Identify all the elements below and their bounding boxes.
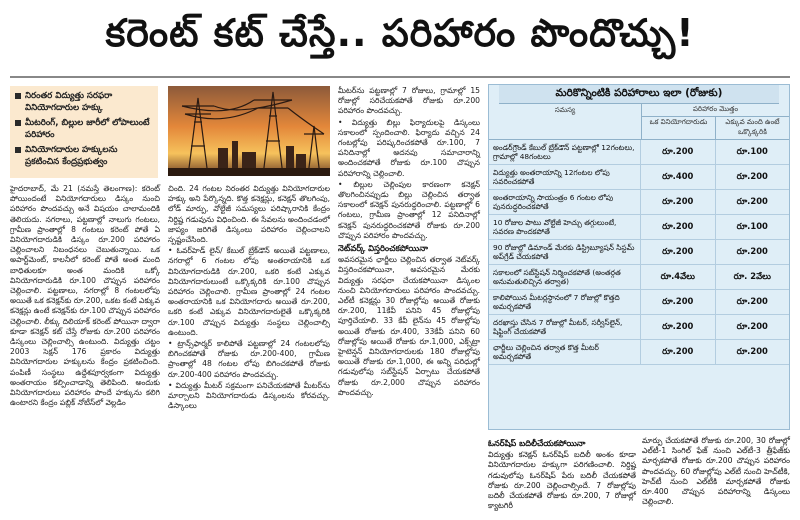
- article-paragraph: • ట్రాన్స్‌ఫార్మర్ కాలిపోతే పట్టణాల్లో 24 గంటలలోపు బిగించకపోతే రోజుకు రూ.200-400, గ్రామీణ ప్రాంతాల్లో 48 గంటల లోపు బిగించకపోతే రోజుకు రూ.200-400 పరిహారం పొందవచ్చు.: [168, 339, 330, 379]
- cell-issue: దరఖాస్తు చేసిన 7 రోజుల్లో మీటర్, సర్వీస్‌లైన్, షిఫ్టింగ్ చేయకపోతే: [489, 315, 641, 339]
- article-paragraph: • ఓవర్‌హెడ్ లైన్/ కేబుల్ బ్రేక్‌డౌన్ అయితే పట్టణాలు, నగరాల్లో 6 గంటల లోపు అంతరాయానికి ఒక వినియోగదారుడికి రూ.200, ఒకరి కంటే ఎక్కువ వినియోగదారులుంటే ఒక్కొక్కరికి రూ.100 చొప్పున పరిహారం చెల్లించాలి. గ్రామీణ ప్రాంతాల్లో 24 గంటల అంతరాయానికి ఒక వినియోగదారు అయితే రూ.200, ఒకరి కంటే ఎక్కువ వినియోగదారులైతే ఒక్కొక్కరికి రూ.100 చొప్పున విద్యుత్తు సంస్థలు చెల్లించాల్సి ఉంటుంది.: [168, 246, 330, 337]
- cell-issue: విద్యుత్తు అంతరాయాన్ని 12గంటల లోపు సవరించకపోతే: [489, 165, 641, 189]
- cell-single: రూ.200: [641, 140, 716, 164]
- headline: కరెంట్ కట్ చేస్తే.. పరిహారం పొందొచ్చు!: [105, 11, 695, 55]
- cell-multi: రూ.100: [736, 220, 768, 231]
- cell-multi: రూ.200: [736, 245, 768, 256]
- cell-single: రూ.200: [641, 190, 716, 214]
- table-row: [489, 215, 789, 240]
- cell-issue: కాలిపోయిన మీటర్లస్థానంలో 7 రోజుల్లో కొత్తది అమర్చకపోతే: [489, 290, 641, 314]
- article-paragraph: • విద్యుత్తు మీటర్ సక్రమంగా పనిచేయకపోతే మీటర్‌ను మార్చాలని వినియోగదారుడు డిస్కంలను కోరవచ్చు. డిస్కాంలు: [168, 380, 330, 411]
- cell-single: రూ.200: [641, 290, 716, 314]
- cell-issue: 90 రోజుల్లో డిమాండ్ మేరకు డిస్ట్రిబ్యూషన్ సిస్టమ్ అప్‌గ్రేడ్ చేయకపోతే: [489, 240, 641, 264]
- highlights-box: [10, 86, 158, 178]
- cell-multi: రూ. 2వేలు: [733, 270, 771, 281]
- table-row: [489, 190, 789, 215]
- article-paragraph: • విద్యుత్తు బిల్లు ఫిర్యాదులపై డిస్కంలు సకాలంలో స్పందించాలి. ఫిర్యాదు వచ్చిన 24 గంటల్లోపు పరిష్కరించకపోతే రూ.100, 7 పనిదినాల్లో అదనపు సమాచారాన్ని అందించకపోతే రోజుకు రూ.100 చొప్పున పరిహారాన్ని చెల్లించాలి.: [338, 117, 480, 178]
- cell-issue: అండర్‌గ్రౌండ్ కేబుల్ బ్రేక్‌డౌన్ పట్టణాల్లో 12గంటలు, గ్రామాల్లో 48గంటలు: [489, 140, 641, 164]
- table-header: [489, 104, 789, 140]
- header-single: ఒక వినియోగదారుడు: [642, 117, 716, 139]
- table-row: [489, 165, 789, 190]
- cell-issue: 10 రోజుల పాటు వోల్టేజీ హెచ్చు తగ్గులుంటే, సవరణ పొందకపోతే: [489, 215, 641, 239]
- header-compensation-group: [642, 104, 789, 139]
- header-multi: ఎక్కువ మంది ఉంటే ఒక్కొక్కరికి: [725, 118, 780, 136]
- cell-issue: అంతరాయాన్ని సాయంత్రం 6 గంటల లోపు పునరుద్ధరించకపోతే: [489, 190, 641, 214]
- power-substation-photo: [168, 86, 330, 176]
- square-bullet-icon: [15, 120, 21, 126]
- table-row: [489, 290, 789, 315]
- table-row: [489, 340, 789, 365]
- cell-multi: రూ.200: [736, 170, 768, 181]
- compensation-table: [488, 84, 790, 430]
- cell-issue: ఛార్జీలు చెల్లించిన తర్వాత కొత్త మీటర్ అమర్చకపోతే: [489, 340, 641, 364]
- article-column-1: [10, 184, 160, 409]
- highlight-item: మీటరింగ్, బిల్లుల జారీలో లోపాలుంటే పరిహారం: [15, 117, 153, 141]
- table-row: [489, 240, 789, 265]
- cell-multi: రూ.200: [736, 345, 768, 356]
- cell-single: రూ.400: [641, 165, 716, 189]
- table-row: [489, 140, 789, 165]
- cell-multi: రూ.200: [736, 320, 768, 331]
- cell-single: రూ.200: [641, 215, 716, 239]
- cell-multi: రూ.200: [736, 295, 768, 306]
- article-paragraph: విద్యుత్తు కనెక్షన్ ఓనర్‌షిప్ బదిలీ అంశం కూడా వినియోగదారుల హక్కుగా పరిగణించాలి. నిర్దిష్ట గడువులోపు ఓనర్‌షిప్ పేరు బదిలీ చేయకపోతే రోజుకు రూ.200 చెల్లించాల్సిందే. 7 రోజుల్లోపు బదిలీ చేయకపోతే రోజుకు రూ.200, 7 రోజుల్లో క్యాటగిరీ: [488, 450, 636, 511]
- square-bullet-icon: [15, 93, 21, 99]
- header-compensation: పరిహారం మొత్తం: [642, 104, 789, 117]
- article-paragraph: అవసరమైన ఛార్జీలు చెల్లించిన తర్వాత నెట్‌వర్క్ విస్తరించకపోయినా, అవసరమైన మేరకు విద్యుత్తు సరఫరా చేయకపోయినా డిస్కంల నుంచి వినియోగదారులు పరిహారం పొందవచ్చు. ఎల్‌టీ కనెక్షన్లు 30 రోజుల్లోపు అయితే రోజుకు రూ.200, 11కేవీ పనిని 45 రోజుల్లోపు పూర్తిచేయాలి. 33 కేవీ లైన్‌ను 45 రోజుల్లోపు అయితే రోజుకు రూ.400, 33కేవీ పనిని 60 రోజుల్లోపు అయితే రోజుకు రూ.1,000, ఎక్స్‌ట్రా హైటెన్షన్ వినియోగదారులకు 180 రోజుల్లోపు అయితే రోజుకు రూ.1,000, ఈ అన్ని పరిధుల్లో గడువులోపు సబ్‌స్టేషన్ ఏర్పాటు చేయకపోతే రోజుకు రూ.2,000 చొప్పున పరిహారం పొందవచ్చు.: [338, 255, 480, 397]
- cell-single: రూ.4వేలు: [641, 265, 716, 289]
- cell-multi: రూ.200: [736, 195, 768, 206]
- headline-divider: [10, 76, 790, 78]
- article-paragraph: హైదరాబాద్, మే 21 (నమస్తే తెలంగాణ): కరెంట్ పోయిందంటే వినియోగదారులు డిస్కం నుంచి పరిహారం పొందవచ్చు అనే విషయం చాలామందికి తెలియదు. నగరాలు, పట్టణాల్లో నాలుగు గంటలు, గ్రామీణ ప్రాంతాల్లో 8 గంటలు కరెంట్ పోతే ఏ వినియోగదారుడికి డిస్కం రూ.200 పరిహారం చెల్లించాలని నిబంధనలు చెబుతున్నాయి. ఒక అపార్ట్‌మెంట్, కాలనీలో కరెంట్ పోతే అంత మంది బాధితులకూ అంత మందికి ఒక్కో వినియోగదారుడికి రూ.100 చొప్పున పరిహారం చెల్లించాలి. పట్టణాలు, నగరాల్లో 8 గంటలలోపు అయితే ఒక కనెక్షన్‌కు రూ.200, ఒకట కంటే ఎక్కువ కనెక్షన్లు ఉంటే కనెక్షన్‌కు రూ.100 చొప్పున పరిహారం చెల్లించాలి. లీక్కు దిలియాక్ కరెంట్ పోయినా ద్వారా కూడా కనెక్షన్ కట్ చేస్తే రోజుకు రూ.200 పరిహారం డిస్కంలు చెల్లించాల్సి ఉంటుంది. విద్యుత్తు చట్టం 2003 సెక్షన్ 176 ప్రకారం విద్యుత్తు వినియోగదారుల హక్కులను కేంద్రం ప్రకటించింది. పంపిణీ సంస్థలు ఉద్దేశపూర్వకంగా విద్యుత్తు అంతరాయం కల్పించాడాన్ని తెలిపింది. అందుకు వినియోగదారులు పరిహారం పొందే హక్కును కలిగి ఉంటారని కేంద్రం పబ్లిక్ నోటీస్‌లో వెల్లడిం: [10, 184, 160, 408]
- table-row: [489, 265, 789, 290]
- cell-multi: రూ.100: [736, 145, 768, 156]
- article-column-2: [168, 184, 330, 412]
- cell-single: రూ.200: [641, 315, 716, 339]
- highlight-item: నిరంతర విద్యుత్తు సరఫరా వినియోగదారుల హక్కు: [15, 90, 153, 114]
- subheading: నెట్‌వర్క్ విస్తరించకపోయినా: [338, 243, 428, 254]
- highlight-item: వినియోగదారుల హక్కులను ప్రకటించిన కేంద్రప్రభుత్వం: [15, 144, 153, 168]
- header-issue: సమస్య: [489, 104, 642, 139]
- cell-single: రూ.200: [641, 340, 716, 364]
- square-bullet-icon: [15, 147, 21, 153]
- article-paragraph: • బిల్లుల చెల్లింపుల కారణంగా కనెక్షన్ తొలగించినప్పుడు బిల్లు చెల్లించిన తర్వాత సకాలంలో కనెక్షన్ పునరుద్ధరించాలి. పట్టణాల్లో 6 గంటలు, గ్రామీణ ప్రాంతాల్లో 12 పనిదినాల్లో కనెక్షన్ పునరుద్ధరించకపోతే రోజుకు రూ.200 చొప్పున పరిహారం పొందవచ్చు.: [338, 179, 480, 240]
- cell-single: రూ.200: [641, 240, 716, 264]
- subheading: ఓనర్‌షిప్ బదిలీచేయకపోయినా: [488, 438, 586, 448]
- cell-issue: సకాలంలో సబ్‌స్టేషన్ నిర్మించకపోతే (అంతర్గత అనుమతులిచ్చిన తర్వాత): [489, 265, 641, 289]
- article-paragraph: మార్పు చేయకపోతే రోజుకు రూ.200, 30 రోజుల్లో ఎల్‌టీ-1 సింగిల్ ఫేజ్ నుంచి ఎల్‌టీ-3 త్రీఫేజ్‌కు మార్చకపోతే రోజుకు రూ.200 చొప్పున పరిహారం పొందవచ్చు. 60 రోజుల్లోపు ఎల్‌టీ నుంచి హెచ్‌టీకి, హెచ్‌టీ నుంచి ఎల్‌టీకి మార్చకపోతే రోజుకు రూ.400 చొప్పున పరిహారాన్ని డిస్కంలు చెల్లించాలి.: [642, 436, 790, 507]
- article-column-3: [338, 86, 480, 399]
- article-paragraph: మీటర్‌ను పట్టణాల్లో 7 రోజులు, గ్రామాల్లో 15 రోజుల్లో సరిచేయకపోతే రోజుకు రూ.200 పరిహారం పొందవచ్చు.: [338, 86, 480, 116]
- ownership-section: [488, 436, 790, 511]
- table-row: [489, 315, 789, 340]
- table-title: మరికొన్నింటికి పరిహారాలు ఇలా (రోజుకు): [499, 85, 779, 104]
- article-paragraph: చింది. 24 గంటల నిరంతర విద్యుత్తు వినియోగదారుల హక్కు అని పేర్కొన్నది. కొత్త కనెక్షన్లు, కనెక్షన్ తొలగింపు, లోడ్ మార్పు, వోల్టేజీ సమస్యలు పరిష్కారానికి కేంద్రం నిర్దిష్ట గడువును విధించింది. ఈ సేవలను అందించడంలో జాప్యం జరిగితే డిస్కంలు పరిహారం చెల్లించాలని స్పష్టంచేసింది.: [168, 184, 330, 245]
